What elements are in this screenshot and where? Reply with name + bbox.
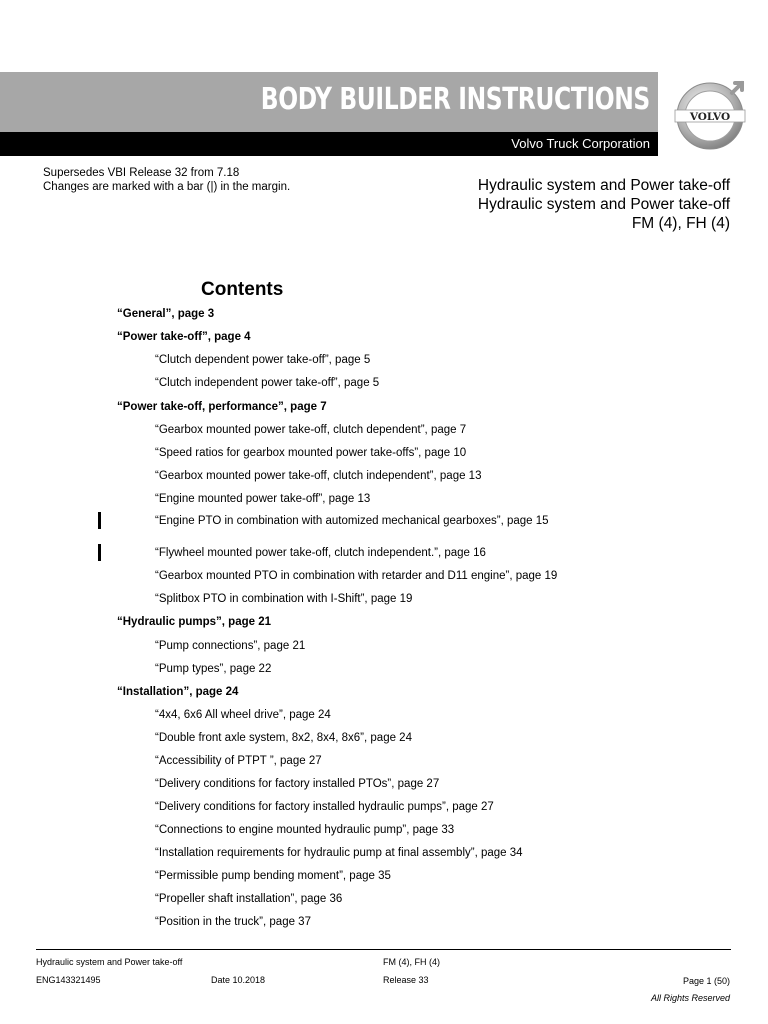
contents-heading: Contents	[201, 279, 284, 300]
footer-document-number: ENG143321495	[36, 975, 101, 985]
document-title-line-2: Hydraulic system and Power take-off	[477, 196, 730, 213]
footer-release: Release 33	[383, 975, 429, 985]
footer-document-name: Hydraulic system and Power take-off	[36, 957, 183, 967]
toc-section-link[interactable]: “Delivery conditions for factory installed hydraulic pumps”, page 27	[155, 801, 494, 813]
toc-section-link[interactable]: “Flywheel mounted power take-off, clutch independent.”, page 16	[155, 547, 486, 559]
toc-section-link[interactable]: “Pump types”, page 22	[155, 663, 272, 675]
document-title	[478, 176, 730, 233]
toc-section-link[interactable]: “Clutch independent power take-off”, page 5	[155, 377, 380, 389]
footer-rights: All Rights Reserved	[650, 993, 730, 1003]
supersedes-line: Supersedes VBI Release 32 from 7.18	[43, 167, 240, 179]
toc-chapter-link[interactable]: “Hydraulic pumps”, page 21	[117, 616, 272, 628]
footer-date: Date 10.2018	[211, 975, 266, 985]
toc-section-link[interactable]: “Gearbox mounted PTO in combination with retarder and D11 engine”, page 19	[155, 570, 558, 582]
toc-section-link[interactable]: “Clutch dependent power take-off”, page 5	[155, 354, 371, 366]
toc-section-link[interactable]: “Installation requirements for hydraulic pump at final assembly”, page 34	[155, 847, 523, 859]
header-banner	[0, 72, 658, 132]
toc-chapter-link[interactable]: “Installation”, page 24	[117, 686, 239, 698]
document-type-title: BODY BUILDER INSTRUCTIONS	[260, 82, 650, 117]
toc-section-link[interactable]: “Permissible pump bending moment”, page 35	[155, 870, 391, 882]
supersedes-notice	[43, 166, 290, 194]
corporation-name: Volvo Truck Corporation	[511, 136, 650, 151]
toc-section-link[interactable]: “Pump connections”, page 21	[155, 640, 306, 652]
change-marker-bar	[98, 512, 101, 529]
toc-chapter-link[interactable]: “Power take-off, performance”, page 7	[117, 401, 327, 413]
footer-page-number: Page 1 (50)	[682, 976, 730, 986]
toc-section-link[interactable]: “Speed ratios for gearbox mounted power take-offs”, page 10	[155, 447, 467, 459]
footer-divider	[36, 949, 731, 950]
change-marker-bar	[98, 544, 101, 561]
toc-section-link[interactable]: “Splitbox PTO in combination with I-Shift”, page 19	[155, 593, 413, 605]
toc-section-link[interactable]: “Gearbox mounted power take-off, clutch independent”, page 13	[155, 470, 482, 482]
changes-note: Changes are marked with a bar (|) in the margin.	[43, 181, 291, 193]
toc-section-link[interactable]: “Position in the truck”, page 37	[155, 916, 311, 928]
toc-section-link[interactable]: “Engine PTO in combination with automized mechanical gearboxes”, page 15	[155, 515, 549, 527]
toc-section-link[interactable]: “Engine mounted power take-off”, page 13	[155, 493, 371, 505]
toc-section-link[interactable]: “Connections to engine mounted hydraulic pump”, page 33	[155, 824, 455, 836]
volvo-logo	[672, 76, 752, 156]
toc-chapter-link[interactable]: “General”, page 3	[117, 308, 215, 320]
toc-section-link[interactable]: “Double front axle system, 8x2, 8x4, 8x6”, page 24	[155, 732, 412, 744]
corporation-bar	[0, 132, 658, 156]
toc-section-link[interactable]: “Delivery conditions for factory installed PTOs”, page 27	[155, 778, 440, 790]
document-title-line-1: Hydraulic system and Power take-off	[477, 177, 730, 194]
toc-section-link[interactable]: “4x4, 6x6 All wheel drive”, page 24	[155, 709, 331, 721]
footer-models: FM (4), FH (4)	[383, 957, 440, 967]
toc-section-link[interactable]: “Propeller shaft installation”, page 36	[155, 893, 343, 905]
document-models: FM (4), FH (4)	[631, 215, 730, 232]
toc-chapter-link[interactable]: “Power take-off”, page 4	[117, 331, 251, 343]
toc-section-link[interactable]: “Gearbox mounted power take-off, clutch dependent”, page 7	[155, 424, 467, 436]
toc-section-link[interactable]: “Accessibility of PTPT ”, page 27	[155, 755, 322, 767]
logo-wordmark: VOLVO	[689, 111, 731, 123]
